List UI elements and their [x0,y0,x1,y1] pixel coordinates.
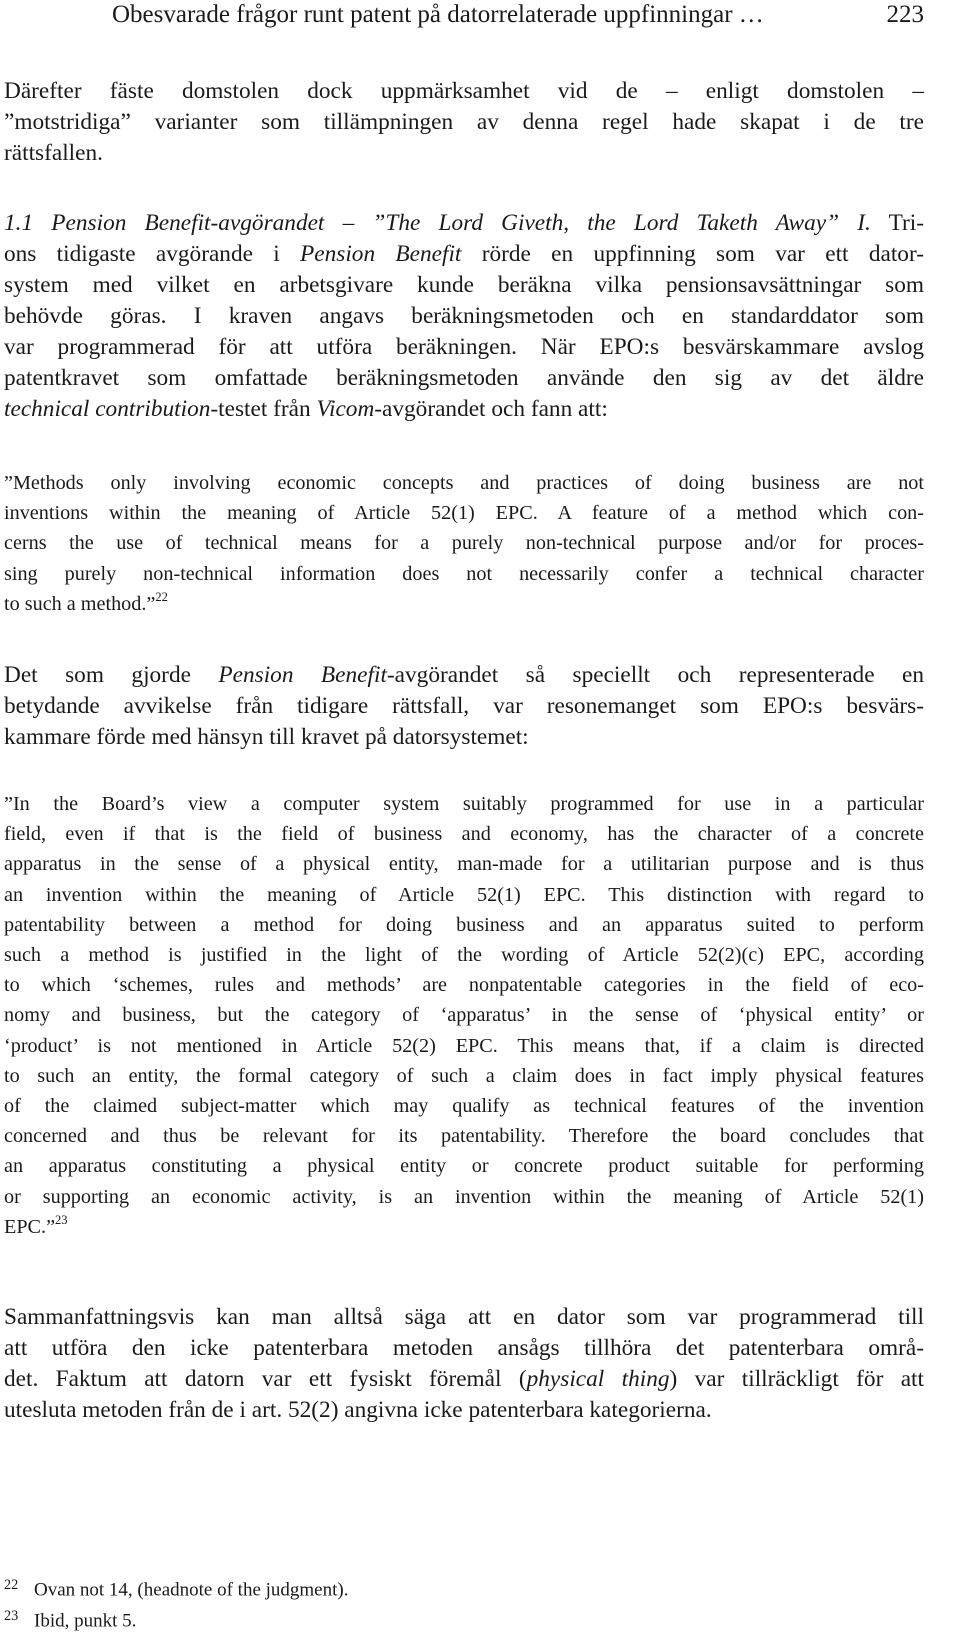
quote-line: concerned and thus be relevant for its patentability. Therefore the board concludes that [4,1125,924,1148]
block-quote-1 [4,468,924,619]
quote-line: inventions within the meaning of Article 52(1) EPC. A feature of a method which con- [4,502,924,525]
quote-line: nomy and business, but the category of ‘apparatus’ in the sense of ‘physical entity’ or [4,1004,924,1027]
quote-line: such a method is justified in the light of the wording of Article 52(2)(c) EPC, according [4,944,924,967]
page-number: 223 [886,1,924,28]
paragraph-pension-benefit [4,660,924,753]
text-line: ons tidigaste avgörande i Pension Benefit rörde en uppfinning som var ett dator- [4,241,925,267]
text-line: patentkravet som omfattade beräkningsmetoden använde den sig av det äldre [4,365,924,391]
quote-line: ”In the Board’s view a computer system suitably programmed for use in a particular [4,793,924,815]
paragraph-intro [4,76,924,169]
text-line: kammare förde med hänsyn till kravet på datorsystemet: [4,724,529,750]
text-line: det. Faktum att datorn var ett fysiskt föremål (physical thing) var tillräckligt för att [4,1366,924,1392]
text-line: var programmerad för att utföra beräkningen. När EPO:s besvärskammare avslog [4,334,924,360]
running-head-title: Obesvarade frågor runt patent på datorrelaterade uppfinningar … [112,1,764,28]
section-pension-benefit [4,208,924,425]
quote-line: ‘product’ is not mentioned in Article 52(2) EPC. This means that, if a claim is directed [4,1034,924,1057]
quote-line: of the claimed subject-matter which may qualify as technical features of the invention [4,1095,924,1118]
section-heading: 1.1 Pension Benefit-avgörandet – ”The Lord Giveth, the Lord Taketh Away” I. [4,210,871,236]
section-heading-line: 1.1 Pension Benefit-avgörandet – ”The Lord Giveth, the Lord Taketh Away” I. Tri- [4,210,924,236]
footnote-23 [4,1603,348,1634]
text-line: Det som gjorde Pension Benefit-avgörandet så speciellt och representerade en [4,662,924,688]
quote-line: cerns the use of technical means for a purely non-technical purpose and/or for proces- [4,532,924,555]
footnote-text: Ovan not 14, (headnote of the judgment). [34,1579,349,1601]
block-quote-2 [4,789,924,1242]
text-line: Därefter fäste domstolen dock uppmärksamhet vid de – enligt domstolen – [4,78,924,104]
quote-line: to such a method.”$^{22}$ [4,590,168,615]
quote-line: to which ‘schemes, rules and methods’ are nonpatentable categories in the field of eco- [4,974,924,997]
text-line: betydande avvikelse från tidigare rättsfall, var resonemanget som EPO:s besvärs- [4,693,924,719]
footnote-number: 23 [4,1608,19,1625]
text-line: system med vilket en arbetsgivare kunde beräkna vilka pensionsavsättningar som [4,272,924,298]
quote-line: sing purely non-technical information does not necessarily confer a technical character [4,562,924,585]
quote-line: to such an entity, the formal category of such a claim does in fact imply physical features [4,1064,924,1087]
quote-line: or supporting an economic activity, is an invention within the meaning of Article 52(1) [4,1185,924,1208]
quote-line: an invention within the meaning of Article 52(1) EPC. This distinction with regard to [4,883,924,906]
document-page [4,0,924,1644]
paragraph-summary [4,1302,924,1426]
quote-line: apparatus in the sense of a physical entity, man-made for a utilitarian purpose and is thus [4,853,924,876]
text-line: utesluta metoden från de i art. 52(2) angivna icke patenterbara kategorierna. [4,1397,712,1423]
quote-line: an apparatus constituting a physical entity or concrete product suitable for performing [4,1155,924,1178]
quote-line: field, even if that is the field of business and economy, has the character of a concrete [4,823,924,846]
text-line: ”motstridiga” varianter som tillämpningen av denna regel hade skapat i de tre [4,109,924,135]
footnote-ref[interactable]: 22 [155,590,168,605]
text-line: rättsfallen. [4,140,103,166]
footnote-number: 22 [4,1577,19,1593]
text-line: Sammanfattningsvis kan man alltså säga att en dator som var programmerad till [4,1304,924,1330]
text-line: behövde göras. I kraven angavs beräkningsmetoden och en standarddator som [4,303,924,329]
text-line: technical contribution-testet från Vicom-avgörandet och fann att: [4,396,608,422]
footnotes [4,1572,348,1635]
footnote-22 [4,1572,348,1603]
running-head [112,0,924,30]
quote-line: ”Methods only involving economic concepts and practices of doing business are not [4,472,924,494]
quote-line: EPC.”$^{23}$ [4,1213,68,1238]
text-line: att utföra den icke patenterbara metoden ansågs tillhöra det patenterbara områ- [4,1335,924,1361]
footnote-ref[interactable]: 23 [55,1213,68,1228]
footnote-text: Ibid, punkt 5. [34,1610,137,1632]
quote-line: patentability between a method for doing business and an apparatus suited to perform [4,913,924,936]
